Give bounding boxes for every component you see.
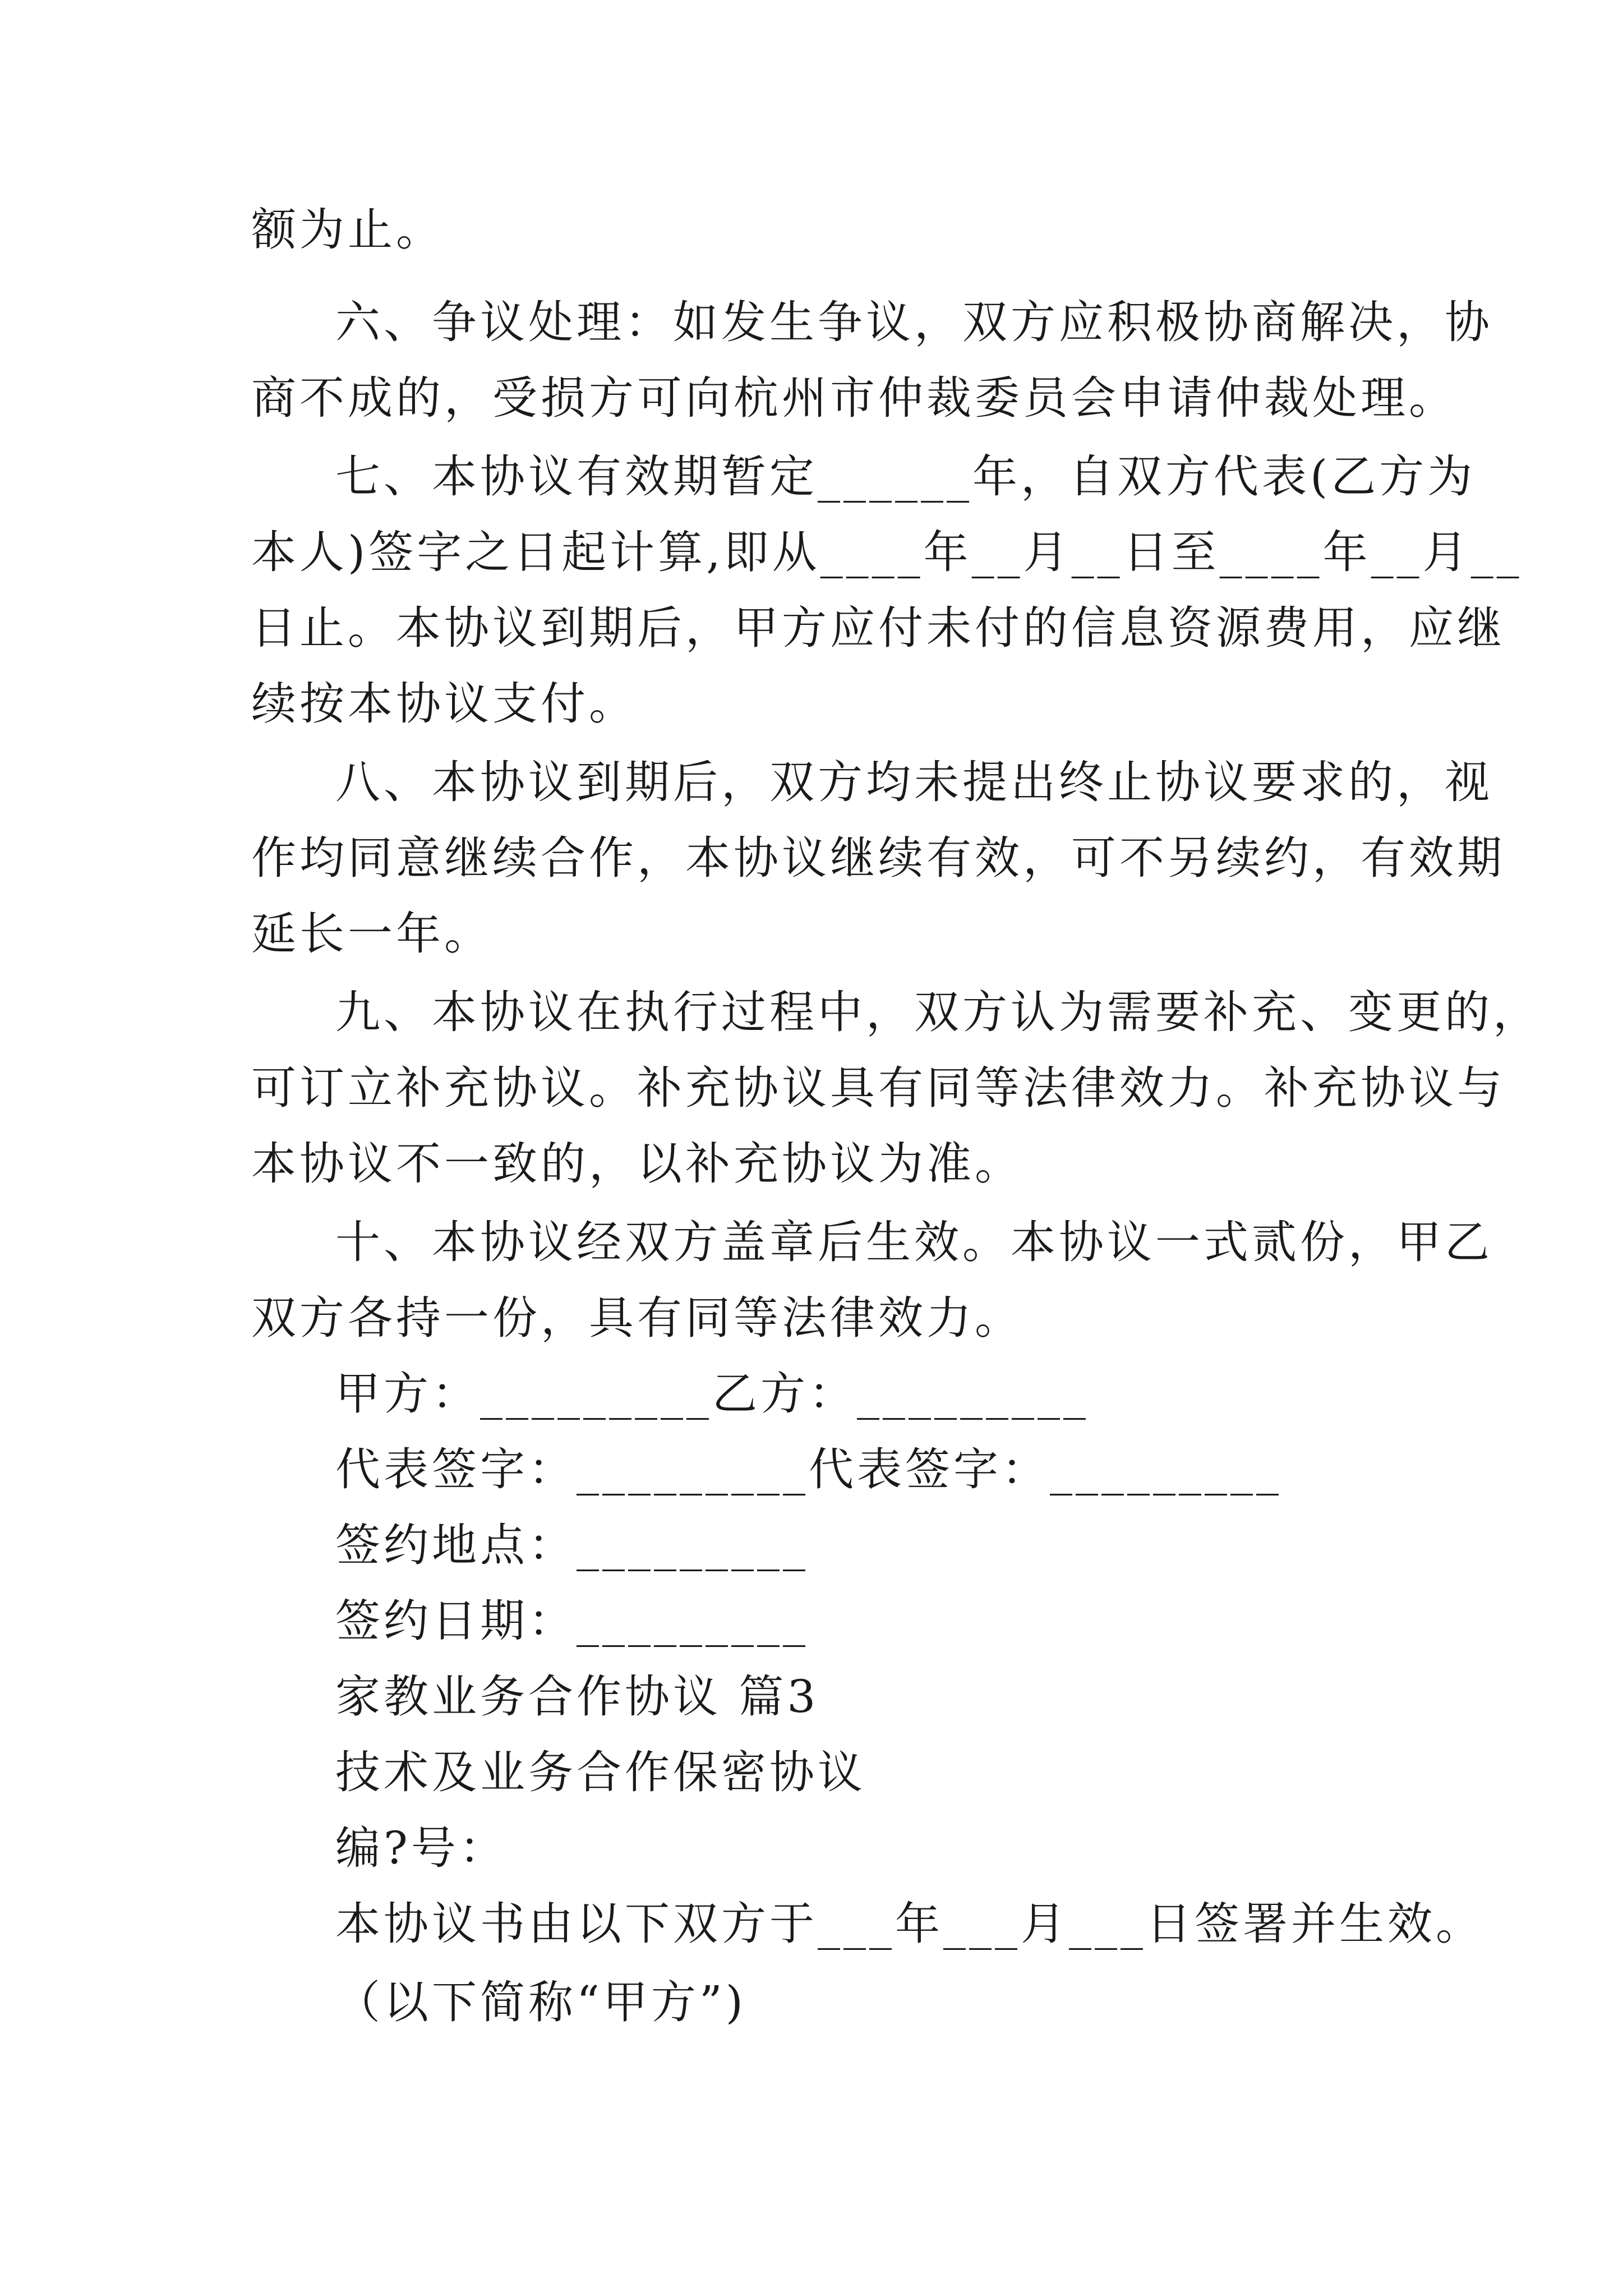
paragraph-line: 作均同意继续合作，本协议继续有效，可不另续约，有效期 <box>251 832 1505 884</box>
paragraph-line: 本协议不一致的，以补充协议为准。 <box>251 1138 1023 1190</box>
paragraph-line: 七、本协议有效期暂定______年，自双方代表(乙方为 <box>335 450 1476 503</box>
paragraph-line: 商不成的，受损方可向杭州市仲裁委员会申请仲裁处理。 <box>251 372 1457 424</box>
section-heading: 家教业务合作协议 篇3 <box>335 1671 819 1723</box>
paragraph-line: 八、本协议到期后，双方均未提出终止协议要求的，视 <box>335 756 1493 808</box>
paragraph-line: 本人)签字之日起计算,即从____年__月__日至____年__月__ <box>251 526 1523 578</box>
signature-line-date: 签约日期：_________ <box>335 1595 809 1647</box>
serial-number-line: 编?号： <box>335 1822 508 1874</box>
signature-line-parties: 甲方：_________乙方：_________ <box>335 1368 1089 1420</box>
paragraph-line: 十、本协议经双方盖章后生效。本协议一式贰份，甲乙 <box>335 1216 1493 1268</box>
paragraph-line: （以下简称“甲方”) <box>335 1976 747 2028</box>
paragraph-line: 可订立补充协议。补充协议具有同等法律效力。补充协议与 <box>251 1062 1505 1114</box>
signature-line-representatives: 代表签字：_________代表签字：_________ <box>335 1443 1282 1496</box>
paragraph-line: 本协议书由以下双方于___年___月___日签署并生效。 <box>335 1898 1484 1950</box>
paragraph-line: 续按本协议支付。 <box>251 678 637 730</box>
signature-line-place: 签约地点：_________ <box>335 1519 809 1571</box>
paragraph-line: 六、争议处理：如发生争议，双方应积极协商解决，协 <box>335 296 1493 348</box>
agreement-title: 技术及业务合作保密协议 <box>335 1746 866 1798</box>
paragraph-line: 双方各持一份，具有同等法律效力。 <box>251 1292 1023 1344</box>
paragraph-line: 日止。本协议到期后，甲方应付未付的信息资源费用，应继 <box>251 602 1505 654</box>
paragraph-line: 九、本协议在执行过程中，双方认为需要补充、变更的， <box>335 986 1541 1038</box>
paragraph-line: 额为止。 <box>251 204 444 256</box>
paragraph-line: 延长一年。 <box>251 908 492 960</box>
